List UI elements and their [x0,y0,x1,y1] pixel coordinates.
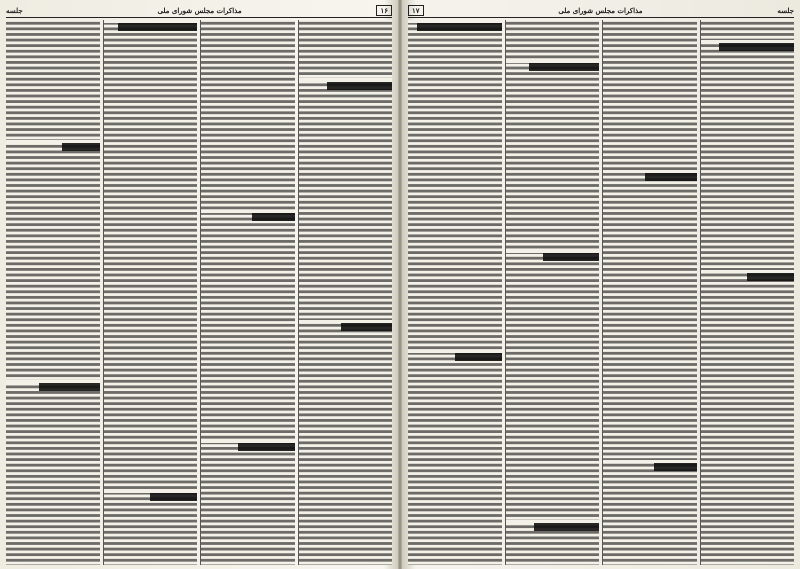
left-page-columns [6,20,392,565]
right-page [402,0,800,569]
text-column [6,20,100,565]
text-column [298,20,393,565]
left-session-label: جلسه [6,5,23,15]
left-page [0,0,398,569]
right-page-number: ۱۷ [408,5,424,16]
right-page-columns [408,20,794,565]
text-column [602,20,697,565]
right-page-header [408,3,794,18]
right-running-head: مذاکرات مجلس شورای ملی [558,5,643,15]
left-page-header [6,3,392,18]
text-column [408,20,502,565]
text-column [103,20,198,565]
text-column [200,20,295,565]
left-page-number: ۱۶ [376,5,392,16]
text-column [700,20,795,565]
left-running-head: مذاکرات مجلس شورای ملی [157,5,242,15]
right-session-label: جلسه [777,5,794,15]
text-column [505,20,600,565]
